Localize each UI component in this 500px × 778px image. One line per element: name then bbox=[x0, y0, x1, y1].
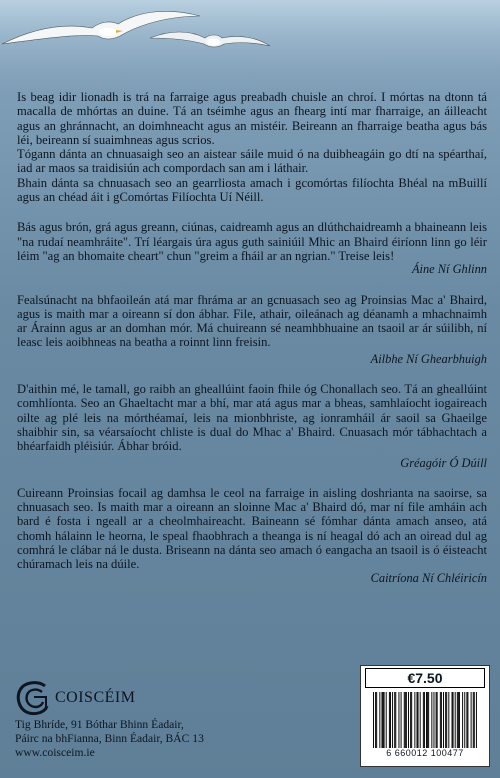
barcode-bar bbox=[428, 692, 429, 748]
barcode-bar bbox=[476, 692, 477, 748]
address-line-2: Páirc na bhFianna, Binn Éadair, BÁC 13 bbox=[15, 732, 204, 745]
barcode-bar bbox=[426, 692, 427, 748]
barcode-bar bbox=[389, 692, 390, 748]
barcode-bar bbox=[375, 692, 376, 748]
barcode-bar bbox=[452, 692, 453, 748]
review-signature: Gréagóir Ó Dúill bbox=[400, 455, 487, 470]
barcode-bar bbox=[376, 692, 377, 748]
publisher-name: COISCÉIM bbox=[55, 689, 136, 706]
publisher-logo bbox=[15, 680, 204, 716]
intro-paragraph-2: Tógann dánta an chnuasaigh seo an aistear sáile muid ó na duibheagáin go dtí na spéarthaí, iad ar maos sa traidisiún ach compordach san am i láthair. bbox=[17, 147, 487, 176]
review-section bbox=[17, 220, 487, 276]
barcode-bar bbox=[445, 692, 446, 748]
barcode-bar bbox=[384, 692, 385, 748]
barcode-bar bbox=[395, 692, 396, 748]
review-paragraph: Bás agus brón, grá agus greann, ciúnas, caidreamh agus an dlúthchaidreamh a bhaineann leis "na rudaí neamhráite". Trí léargais úra agus guth sainiúil Mhic an Bhaird éiríonn linn go léir léim "ag an bhomaite cheart" chun "greim a fháil ar an ngrian." Treise leis! bbox=[17, 220, 487, 263]
barcode-number: 6 660012 100477 bbox=[386, 748, 464, 758]
barcode-bar bbox=[383, 692, 384, 748]
barcode-bar bbox=[404, 692, 405, 748]
barcode-bar bbox=[394, 692, 395, 748]
barcode-bar bbox=[411, 692, 412, 748]
barcode-bar bbox=[418, 692, 419, 748]
barcode-bar bbox=[466, 692, 467, 748]
barcode-bar bbox=[373, 692, 374, 748]
barcode-bar bbox=[462, 692, 463, 748]
blurb-text bbox=[17, 90, 487, 585]
review-signature: Áine Ní Ghlinn bbox=[411, 262, 487, 277]
barcode-bar bbox=[471, 692, 472, 748]
barcode-bar bbox=[453, 692, 454, 748]
barcode-bar bbox=[381, 692, 382, 748]
publisher-website[interactable]: www.coisceim.ie bbox=[15, 746, 95, 759]
barcode-bar bbox=[414, 692, 415, 748]
intro-paragraph-3: Bhain dánta sa chnuasach seo an gearrliosta amach i gcomórtas filíochta Bhéal na mBuillí agus an chéad áit i gComórtas Filíochta Uí Néill. bbox=[17, 175, 487, 205]
barcode-bar bbox=[433, 692, 434, 748]
barcode-bar bbox=[431, 692, 432, 748]
review-paragraph: D'aithin mé, le tamall, go raibh an gheallúint faoin fhile óg Chonallach seo. Tá an gheallúint comhlíonta. Seo an Ghaeltacht mar a bhí, mar atá agus mar a bheas, samhlaíocht iogaireach oilte ag plé leis na mórthéamaí, leis na mionbhriste, ag ionramháil ár saoil sa Ghaeilge shaibhir sin, sa véarsaíocht chliste is dual do Mhac a' Bhaird. Cnuasach mór tábhachtach a bhéarfaidh pléisiúr. Ábhar bróid. bbox=[17, 382, 487, 454]
publisher-block bbox=[15, 680, 204, 760]
barcode-bar bbox=[423, 692, 424, 748]
barcode-bar bbox=[406, 692, 407, 748]
barcode-bar bbox=[443, 692, 444, 748]
review-section bbox=[17, 486, 487, 585]
barcode-bar bbox=[410, 692, 411, 748]
address-line-1: Tig Bhríde, 91 Bóthar Bhinn Éadair, bbox=[15, 718, 184, 731]
price-barcode-panel bbox=[360, 665, 490, 767]
barcode-bar bbox=[437, 692, 438, 748]
blurb-section-intro bbox=[17, 90, 487, 204]
barcode-bar bbox=[464, 692, 465, 748]
barcode-bar bbox=[459, 692, 460, 748]
barcode-bar bbox=[405, 692, 406, 748]
barcode-bar bbox=[458, 692, 459, 748]
sky-banner bbox=[0, 0, 500, 75]
barcode-bar bbox=[436, 692, 437, 748]
barcode-bar bbox=[473, 692, 474, 748]
barcode-bar bbox=[401, 692, 402, 748]
seagulls-illustration bbox=[0, 0, 500, 75]
review-paragraph: Fealsúnacht na bhfaoileán atá mar fhráma ar an gcnuasach seo ag Proinsias Mac a' Bhaird, agus is maith mar a oireann sí don ábhar. File, athair, oileánach ag déanamh a mhachnaimh ar Árainn agus ar an domhan mór. Má chuireann sé neamhbhuaine an tsaoil ar ár súilibh, ní leasc leis aoibhneas na beatha a roinnt linn freisin. bbox=[17, 292, 487, 350]
barcode-bar bbox=[390, 692, 391, 748]
review-section bbox=[17, 382, 487, 470]
barcode-bar bbox=[474, 692, 475, 748]
review-paragraph: Cuireann Proinsias focail ag damhsa le ceol na farraige in aisling doshrianta na saoirse, sa chnuasach seo. Is maith mar a oireann an sloinne Mac a' Bhaird dó, mar ní file amháin ach bard é fosta i ngeall ar a cheolmhaireacht. Baineann sé fómhar dánta amach anseo, atá chomh hálainn le heorna, le speal fhaobhrach a theanga is ní heagal dó ach an oiread dul ag comhrá le clábar ná le dusta. Briseann na dánta seo amach ó eangacha an tsaoil is ó éisteacht chúramach leis na dúile. bbox=[17, 485, 487, 572]
barcode-bar bbox=[398, 692, 399, 748]
review-signature: Ailbhe Ní Ghearbhuigh bbox=[370, 351, 487, 366]
barcode-bar bbox=[457, 692, 458, 748]
review-section bbox=[17, 293, 487, 366]
barcode-bar bbox=[386, 692, 387, 748]
barcode-bar bbox=[467, 692, 468, 748]
barcode-bar bbox=[455, 692, 456, 748]
barcode-bar bbox=[408, 692, 409, 748]
barcode-bar bbox=[392, 692, 393, 748]
review-signature: Caitríona Ní Chléiricín bbox=[370, 570, 487, 585]
barcode-bar bbox=[446, 692, 447, 748]
price-label: €7.50 bbox=[365, 668, 485, 688]
intro-paragraph-1: Is beag idir lionadh is trá na farraige agus preabadh chuisle an chroí. I mórtas na dtonn tá macalla de mhórtas an duine. Tá an tséimhe agus an fhearg intí mar fharraige, an áilleacht agus an ghránnacht, an doimhneacht agus an mistéir. Beireann an fharraige beatha agus bás léi, beireann sí suaimhneas agus scrios. bbox=[17, 90, 487, 147]
barcode-bar bbox=[440, 692, 441, 748]
barcode-bar bbox=[379, 692, 380, 748]
barcode-bar bbox=[448, 692, 449, 748]
coisceim-logo-icon bbox=[15, 680, 53, 716]
barcode-image bbox=[373, 692, 477, 748]
barcode-bar bbox=[424, 692, 425, 748]
barcode-bar bbox=[441, 692, 442, 748]
barcode-bar bbox=[420, 692, 421, 748]
barcode-bar bbox=[417, 692, 418, 748]
barcode-bar bbox=[427, 692, 428, 748]
